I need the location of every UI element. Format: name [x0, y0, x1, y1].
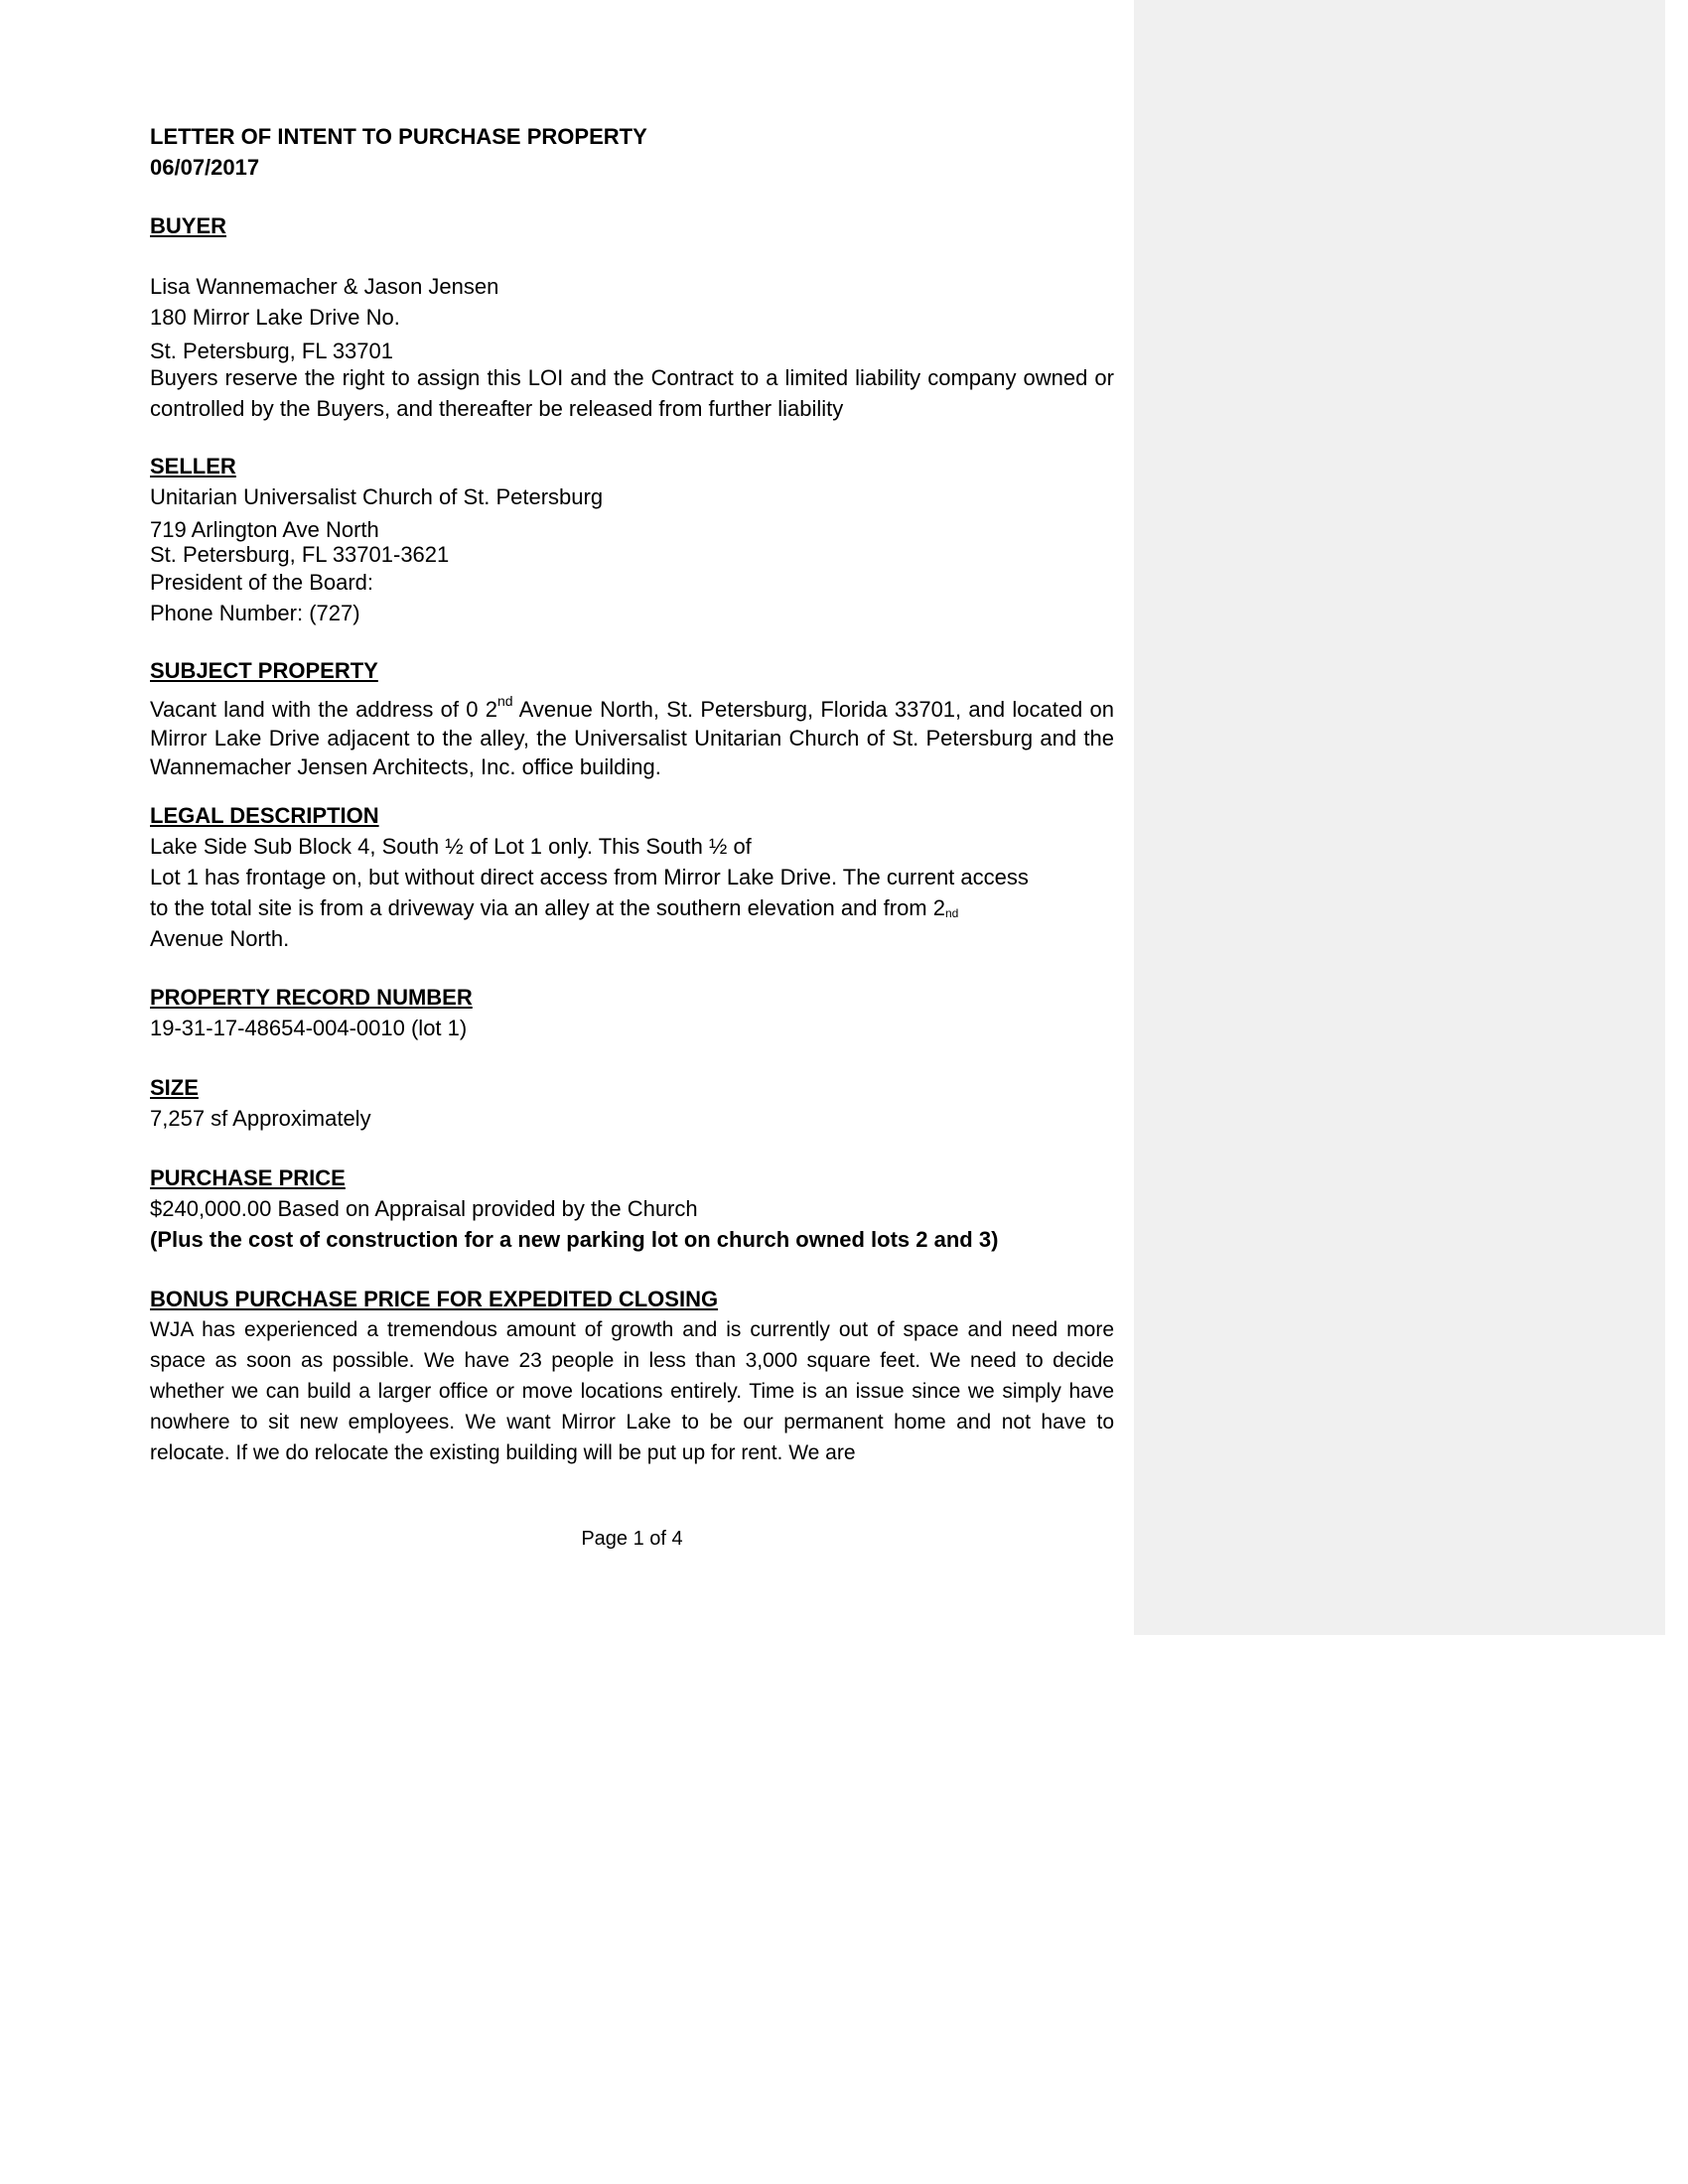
- size-heading: SIZE: [150, 1075, 199, 1100]
- buyer-address-line2: St. Petersburg, FL 33701: [150, 339, 393, 363]
- document-date: 06/07/2017: [150, 155, 260, 180]
- subject-property-text-before: Vacant land with the address of 0 2: [150, 697, 497, 722]
- buyer-names: Lisa Wannemacher & Jason Jensen: [150, 274, 499, 299]
- legal-description-line4: Avenue North.: [150, 926, 290, 951]
- buyer-heading: BUYER: [150, 213, 227, 238]
- seller-phone: Phone Number: (727): [150, 601, 360, 625]
- buyer-assign-note: Buyers reserve the right to assign this LOI and the Contract to a limited liability company owned or controlled by the Buyers, and thereafter be released from further liability: [150, 365, 1114, 421]
- purchase-price-heading: PURCHASE PRICE: [150, 1165, 346, 1190]
- seller-name: Unitarian Universalist Church of St. Petersburg: [150, 484, 604, 509]
- property-record-value: 19-31-17-48654-004-0010 (lot 1): [150, 1016, 468, 1040]
- legal-description-line2: Lot 1 has frontage on, but without direct access from Mirror Lake Drive. The current access: [150, 865, 1029, 889]
- seller-address-line1: 719 Arlington Ave North: [150, 517, 379, 542]
- seller-president: President of the Board:: [150, 570, 374, 595]
- legal-description-line3-text: to the total site is from a driveway via an alley at the southern elevation and from 2: [150, 895, 945, 920]
- legal-description-line1: Lake Side Sub Block 4, South ½ of Lot 1 only. This South ½ of: [150, 834, 752, 859]
- buyer-section: [150, 271, 1114, 424]
- seller-section: [150, 481, 1114, 628]
- bonus-text: WJA has experienced a tremendous amount of growth and is currently out of space and need more space as soon as possible. We have 23 people in less than 3,000 square feet. We need to decide whether we can build a larger office or move locations entirely. Time is an issue since we simply have nowhere to sit new employees. We want Mirror Lake to be our permanent home and not have to relocate. If we do relocate the existing building will be put up for rent. We are: [150, 1318, 1114, 1464]
- subject-property-text-after: Avenue North, St. Petersburg, Florida 33701, and located on Mirror Lake Drive adjacent to the alley, the Universalist Unitarian Church of St. Petersburg and the Wannemacher Jensen Architects, Inc. office building.: [150, 697, 1115, 779]
- property-record-heading: PROPERTY RECORD NUMBER: [150, 985, 473, 1010]
- side-panel: [1134, 0, 1665, 1635]
- subject-property-text: [150, 692, 1115, 781]
- subject-property-ordinal: nd: [497, 692, 513, 709]
- purchase-price-note: (Plus the cost of construction for a new parking lot on church owned lots 2 and 3): [150, 1227, 999, 1252]
- page-footer: Page 1 of 4: [581, 1528, 683, 1550]
- legal-description-line3: [150, 892, 1114, 923]
- subject-property-heading: SUBJECT PROPERTY: [150, 658, 378, 683]
- bonus-heading: BONUS PURCHASE PRICE FOR EXPEDITED CLOSING: [150, 1287, 719, 1311]
- legal-description-text: [150, 831, 1114, 954]
- document-page: [150, 121, 1114, 1468]
- legal-description-ordinal: nd: [944, 906, 959, 920]
- document-title: LETTER OF INTENT TO PURCHASE PROPERTY: [150, 124, 647, 149]
- seller-heading: SELLER: [150, 454, 236, 478]
- seller-address-line2: St. Petersburg, FL 33701-3621: [150, 542, 450, 567]
- size-value: 7,257 sf Approximately: [150, 1106, 371, 1131]
- purchase-price-value: $240,000.00 Based on Appraisal provided by the Church: [150, 1196, 698, 1221]
- buyer-address-line1: 180 Mirror Lake Drive No.: [150, 305, 400, 330]
- legal-description-heading: LEGAL DESCRIPTION: [150, 803, 379, 828]
